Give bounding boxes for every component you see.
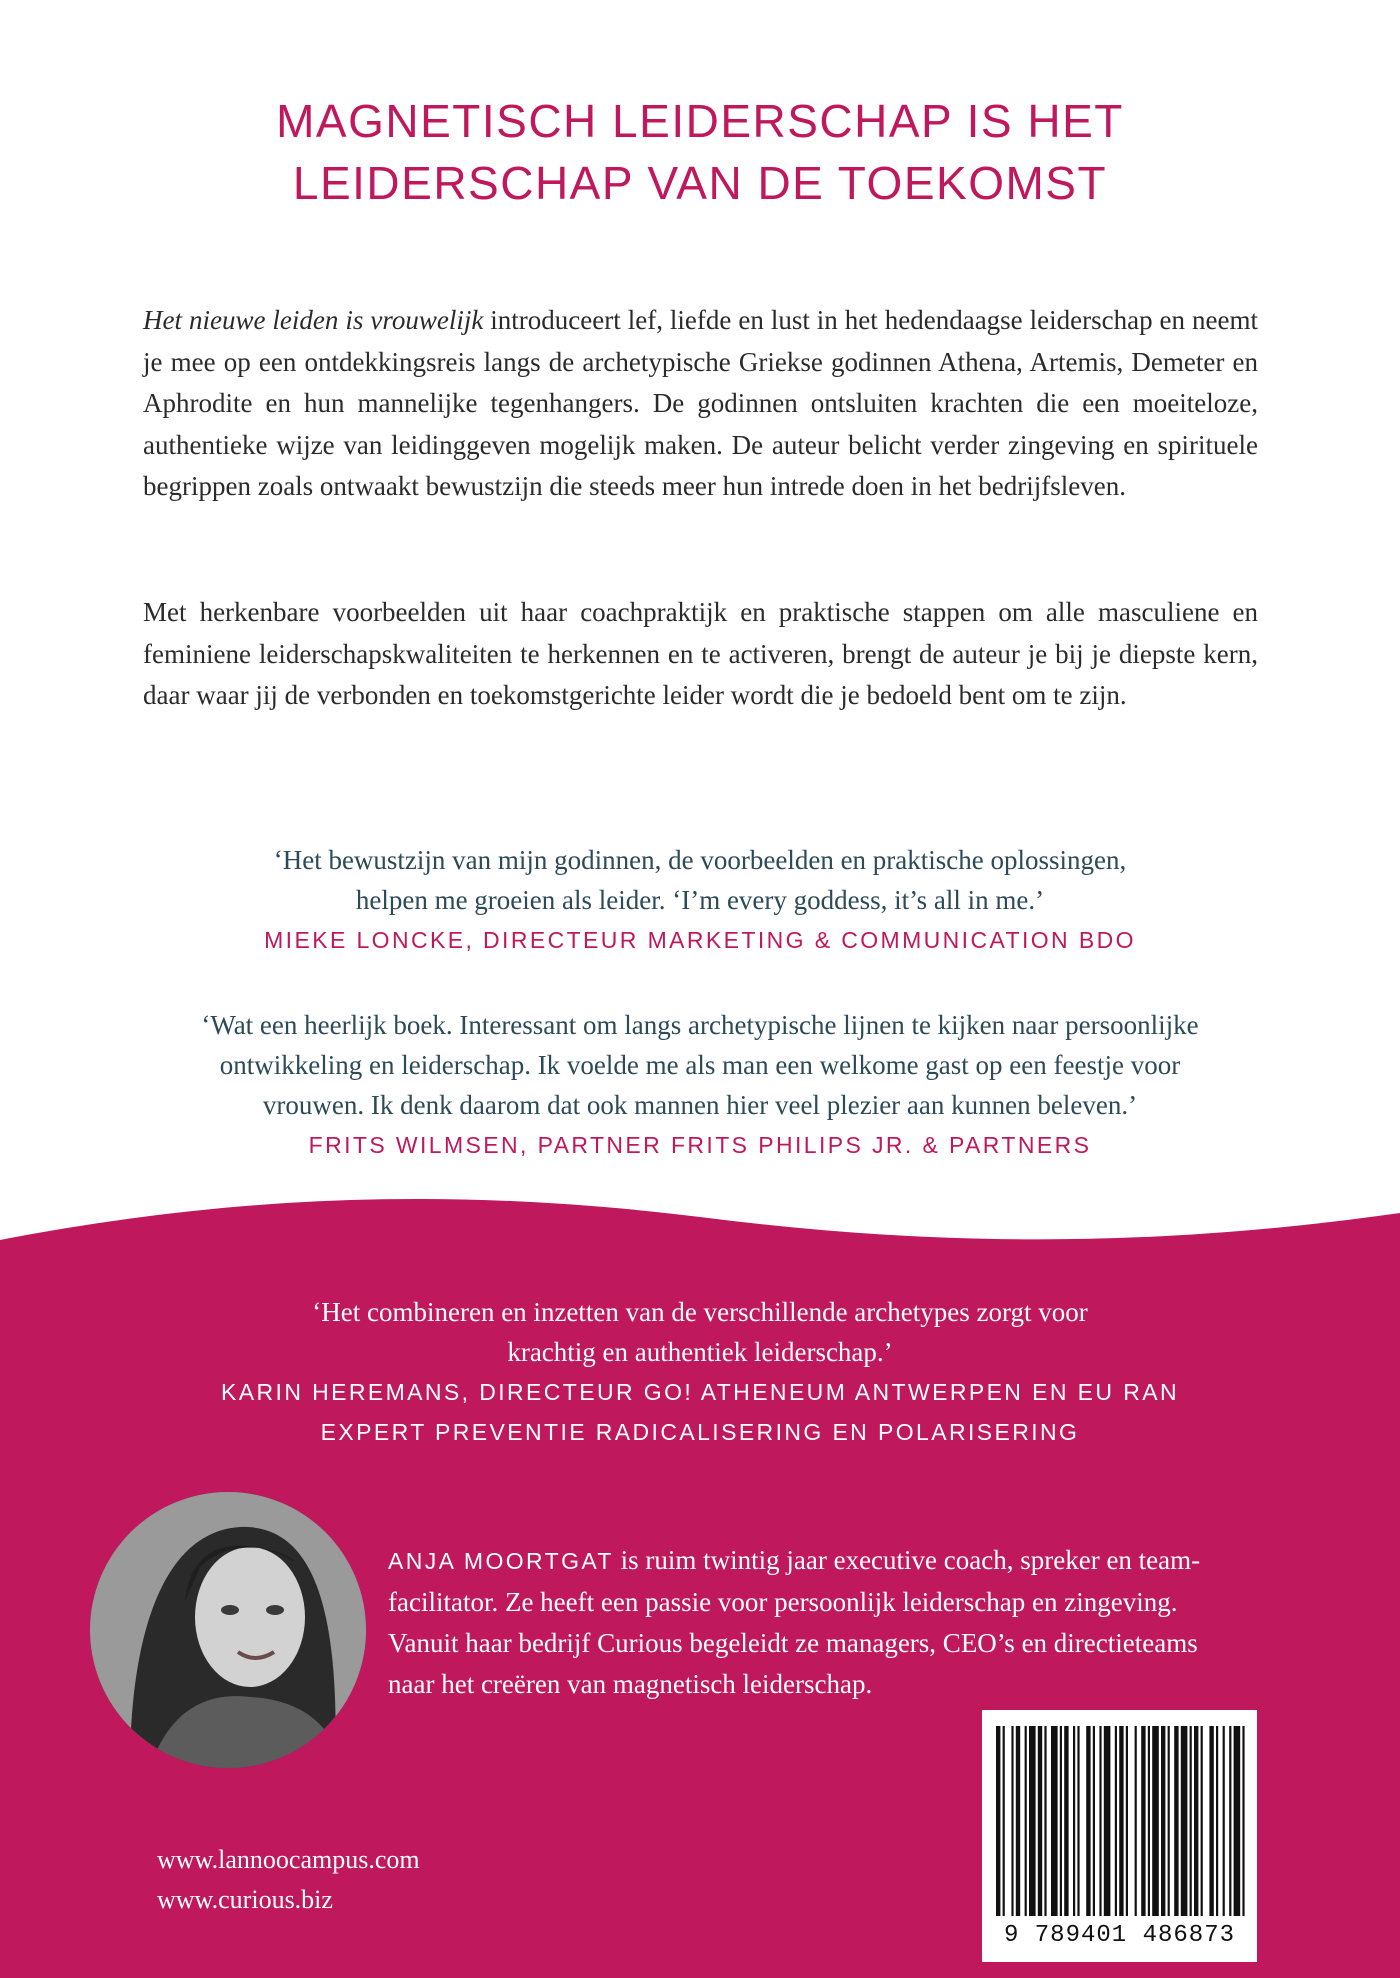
publisher-url[interactable]: www.lannoocampus.com <box>157 1845 420 1874</box>
barcode-bar <box>1016 1726 1020 1916</box>
barcode-bar <box>1093 1726 1095 1916</box>
barcode-bar <box>1174 1726 1178 1916</box>
testimonial-1-line: ‘Het bewustzijn van mijn godinnen, de voorbeelden en praktische oplossingen, <box>273 845 1127 875</box>
isbn-number: 9 789401 486873 <box>1003 1922 1236 1949</box>
barcode-bar <box>1011 1726 1013 1916</box>
barcode-bar <box>1190 1726 1192 1916</box>
barcode-bar <box>1126 1726 1128 1916</box>
barcode-bar <box>1152 1726 1159 1916</box>
barcode-bar <box>1229 1726 1231 1916</box>
testimonial-1 <box>0 840 1400 960</box>
author-bio-line: Vanuit haar bedrijf Curious begeleidt ze managers, CEO’s en directieteams <box>388 1628 1198 1658</box>
author-portrait <box>90 1492 366 1768</box>
testimonial-1-attribution: MIEKE LONCKE, DIRECTEUR MARKETING & COMMUNICATION BDO <box>264 927 1136 953</box>
barcode-bar <box>1141 1726 1145 1916</box>
barcode-bar <box>1064 1726 1068 1916</box>
barcode-bar <box>1216 1726 1218 1916</box>
description-paragraph-1-text: introduceert lef, liefde en lust in het hedendaagse leiderschap en neemt je mee op een ontdekkingsreis langs de archetypische Griekse godinnen Athena, Artemis, Demeter en Aphrodite en hun mannelijke tegenhangers. De godinnen ontsluiten krachten die een moeiteloze, authentieke wijze van leidinggeven mogelijk maken. De auteur belicht verder zingeving en spirituele begrippen zoals ontwaakt bewustzijn die steeds meer hun intrede doen in het bedrijfsleven. <box>143 305 1258 502</box>
testimonial-2-line: ‘Wat een heerlijk boek. Interessant om langs archetypische lijnen te kijken naar persoonlijke <box>201 1010 1199 1040</box>
barcode-bar <box>1194 1726 1198 1916</box>
barcode-bar <box>1119 1726 1123 1916</box>
barcode-bar <box>1104 1726 1111 1916</box>
author-portrait-illustration <box>90 1492 366 1768</box>
barcode-bar <box>1168 1726 1170 1916</box>
author-name: ANJA MOORTGAT <box>388 1548 614 1574</box>
testimonial-3-line: krachtig en authentiek leiderschap.’ <box>507 1337 893 1367</box>
isbn-barcode <box>982 1710 1257 1962</box>
author-bio-line: naar het creëren van magnetisch leiderschap. <box>388 1669 873 1699</box>
website-list <box>157 1840 420 1920</box>
barcode-bar <box>1099 1726 1101 1916</box>
barcode-bar <box>1025 1726 1027 1916</box>
testimonial-2-attribution: FRITS WILMSEN, PARTNER FRITS PHILIPS JR. & PARTNERS <box>308 1132 1092 1158</box>
barcode-bar <box>1148 1726 1150 1916</box>
back-cover-headline <box>0 90 1400 214</box>
headline-line-2: LEIDERSCHAP VAN DE TOEKOMST <box>292 157 1108 209</box>
headline-line-1: MAGNETISCH LEIDERSCHAP IS HET <box>276 95 1124 147</box>
author-bio-line: facilitator. Ze heeft een passie voor persoonlijk leiderschap en zingeving. <box>388 1587 1178 1617</box>
barcode-bar <box>1242 1726 1244 1916</box>
barcode-bar <box>1161 1726 1165 1916</box>
testimonial-2-line: ontwikkeling en leiderschap. Ik voelde me als man een welkome gast op een feestje voor <box>219 1050 1181 1080</box>
barcode-bar <box>1223 1726 1225 1916</box>
testimonial-3 <box>0 1292 1400 1452</box>
author-bio-text: is ruim twintig jaar executive coach, spreker en team- <box>613 1545 1201 1575</box>
barcode-bar <box>1234 1726 1241 1916</box>
barcode-bar <box>1077 1726 1079 1916</box>
barcode-bar <box>996 1726 1000 1916</box>
testimonial-2-line: vrouwen. Ik denk daarom dat ook mannen hier veel plezier aan kunnen beleven.’ <box>262 1090 1138 1120</box>
description-paragraph-1 <box>143 300 1258 508</box>
testimonial-1-line: helpen me groeien als leider. ‘I’m every goddess, it’s all in me.’ <box>355 885 1045 915</box>
barcode-bar <box>1115 1726 1117 1916</box>
testimonial-3-line: ‘Het combineren en inzetten van de verschillende archetypes zorgt voor <box>312 1297 1088 1327</box>
barcode-bar <box>1181 1726 1188 1916</box>
barcode-bar <box>1073 1726 1075 1916</box>
barcode-bar <box>1201 1726 1203 1916</box>
author-bio <box>388 1540 1258 1705</box>
barcode-bar <box>1135 1726 1137 1916</box>
testimonial-3-attribution: EXPERT PREVENTIE RADICALISERING EN POLARISERING <box>320 1419 1080 1445</box>
barcode-bar <box>1029 1726 1036 1916</box>
barcode-bar <box>1051 1726 1058 1916</box>
barcode-bar <box>1209 1726 1213 1916</box>
book-title-italic: Het nieuwe leiden is vrouwelijk <box>143 305 484 335</box>
description-paragraph-2: Met herkenbare voorbeelden uit haar coachpraktijk en praktische stappen om alle masculiene en feminiene leiderschapskwaliteiten te herkennen en te activeren, brengt de auteur je bij je diepste kern, daar waar jij de verbonden en toekomstgerichte leider wordt die je bedoeld bent om te zijn. <box>143 597 1258 711</box>
author-url[interactable]: www.curious.biz <box>157 1885 333 1914</box>
barcode-bar <box>1086 1726 1090 1916</box>
author-bio-line <box>388 1540 1258 1582</box>
testimonial-3-attribution: KARIN HEREMANS, DIRECTEUR GO! ATHENEUM ANTWERPEN EN EU RAN <box>221 1379 1179 1405</box>
barcode-bar <box>1003 1726 1005 1916</box>
barcode-bar <box>1060 1726 1062 1916</box>
barcode-bar <box>1044 1726 1046 1916</box>
barcode-bars <box>982 1710 1257 1920</box>
testimonial-2 <box>0 1005 1400 1165</box>
barcode-bar <box>1038 1726 1042 1916</box>
